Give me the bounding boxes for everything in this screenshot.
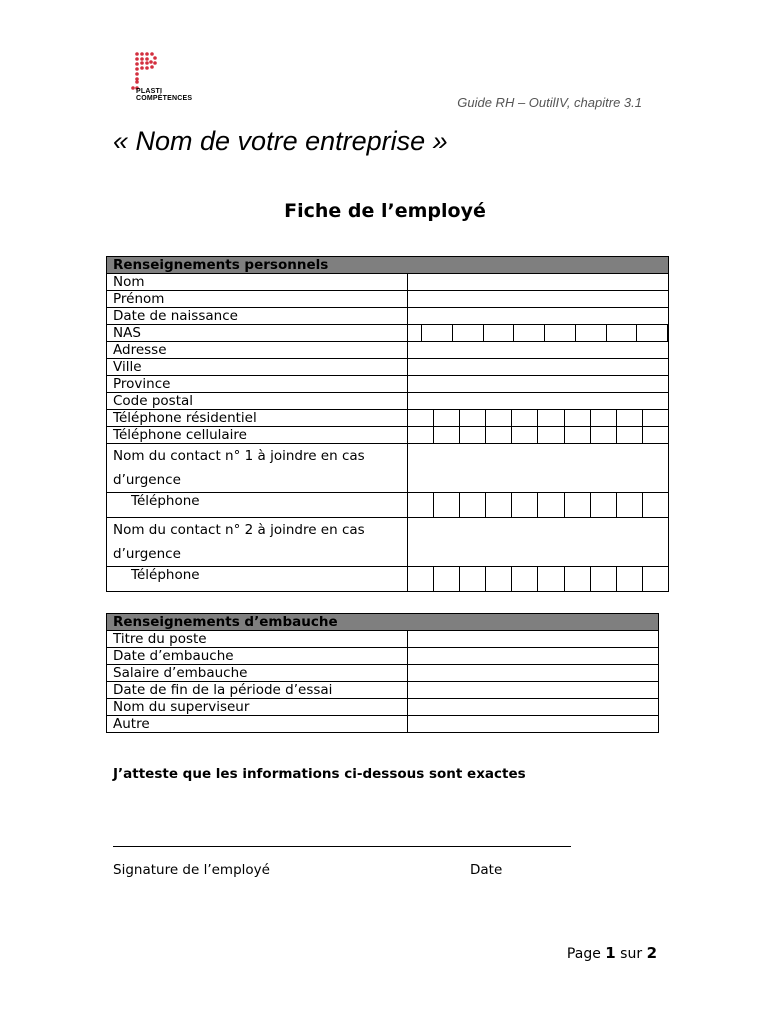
field-titre[interactable] [408,631,659,648]
label-tel-cell: Téléphone cellulaire [107,427,408,444]
field-nas[interactable] [408,325,669,342]
hiring-info-heading: Renseignements d’embauche [107,614,659,631]
logo-line2: COMPÉTENCES [136,95,193,102]
label-contact1-tel: Téléphone [107,493,408,518]
page-indicator [567,944,657,962]
field-contact1[interactable] [408,444,669,493]
field-date-embauche[interactable] [408,648,659,665]
label-titre: Titre du poste [107,631,408,648]
label-tel-res: Téléphone résidentiel [107,410,408,427]
field-contact2-tel[interactable] [408,567,669,592]
logo-text [136,88,192,102]
hiring-info-table [106,613,659,733]
guide-reference: Guide RH – OutilIV, chapitre 3.1 [457,95,642,110]
label-prenom: Prénom [107,291,408,308]
signature-line[interactable] [113,846,571,847]
logo-line1: PLASTI [136,88,163,95]
field-adresse[interactable] [408,342,669,359]
label-naissance: Date de naissance [107,308,408,325]
signature-label: Signature de l’employé [113,862,270,878]
label-contact2-tel: Téléphone [107,567,408,592]
label-contact1: Nom du contact n° 1 à joindre en cas d’urgence [107,444,408,493]
page-of: sur [620,946,643,962]
field-tel-res[interactable] [408,410,669,427]
label-autre: Autre [107,716,408,733]
field-ville[interactable] [408,359,669,376]
field-salaire[interactable] [408,665,659,682]
label-province: Province [107,376,408,393]
page-word: Page [566,946,601,962]
label-date-embauche: Date d’embauche [107,648,408,665]
label-nas: NAS [107,325,408,342]
field-superviseur[interactable] [408,699,659,716]
label-code-postal: Code postal [107,393,408,410]
field-contact1-tel[interactable] [408,493,669,518]
field-tel-cell[interactable] [408,427,669,444]
label-nom: Nom [107,274,408,291]
label-adresse: Adresse [107,342,408,359]
field-prenom[interactable] [408,291,669,308]
field-contact2[interactable] [408,518,669,567]
field-code-postal[interactable] [408,393,669,410]
attestation-text: J’atteste que les informations ci-dessous sont exactes [113,766,526,782]
personal-info-table [106,256,669,592]
field-autre[interactable] [408,716,659,733]
page-current: 1 [605,944,616,962]
field-fin-essai[interactable] [408,682,659,699]
field-naissance[interactable] [408,308,669,325]
field-nom[interactable] [408,274,669,291]
label-salaire: Salaire d’embauche [107,665,408,682]
personal-info-heading: Renseignements personnels [107,257,669,274]
label-ville: Ville [107,359,408,376]
label-fin-essai: Date de fin de la période d’essai [107,682,408,699]
page-total: 2 [646,944,657,962]
company-name: « Nom de votre entreprise » [113,126,448,156]
field-province[interactable] [408,376,669,393]
form-title: Fiche de l’employé [284,200,486,222]
date-label: Date [470,862,503,878]
label-superviseur: Nom du superviseur [107,699,408,716]
label-contact2: Nom du contact n° 2 à joindre en cas d’urgence [107,518,408,567]
